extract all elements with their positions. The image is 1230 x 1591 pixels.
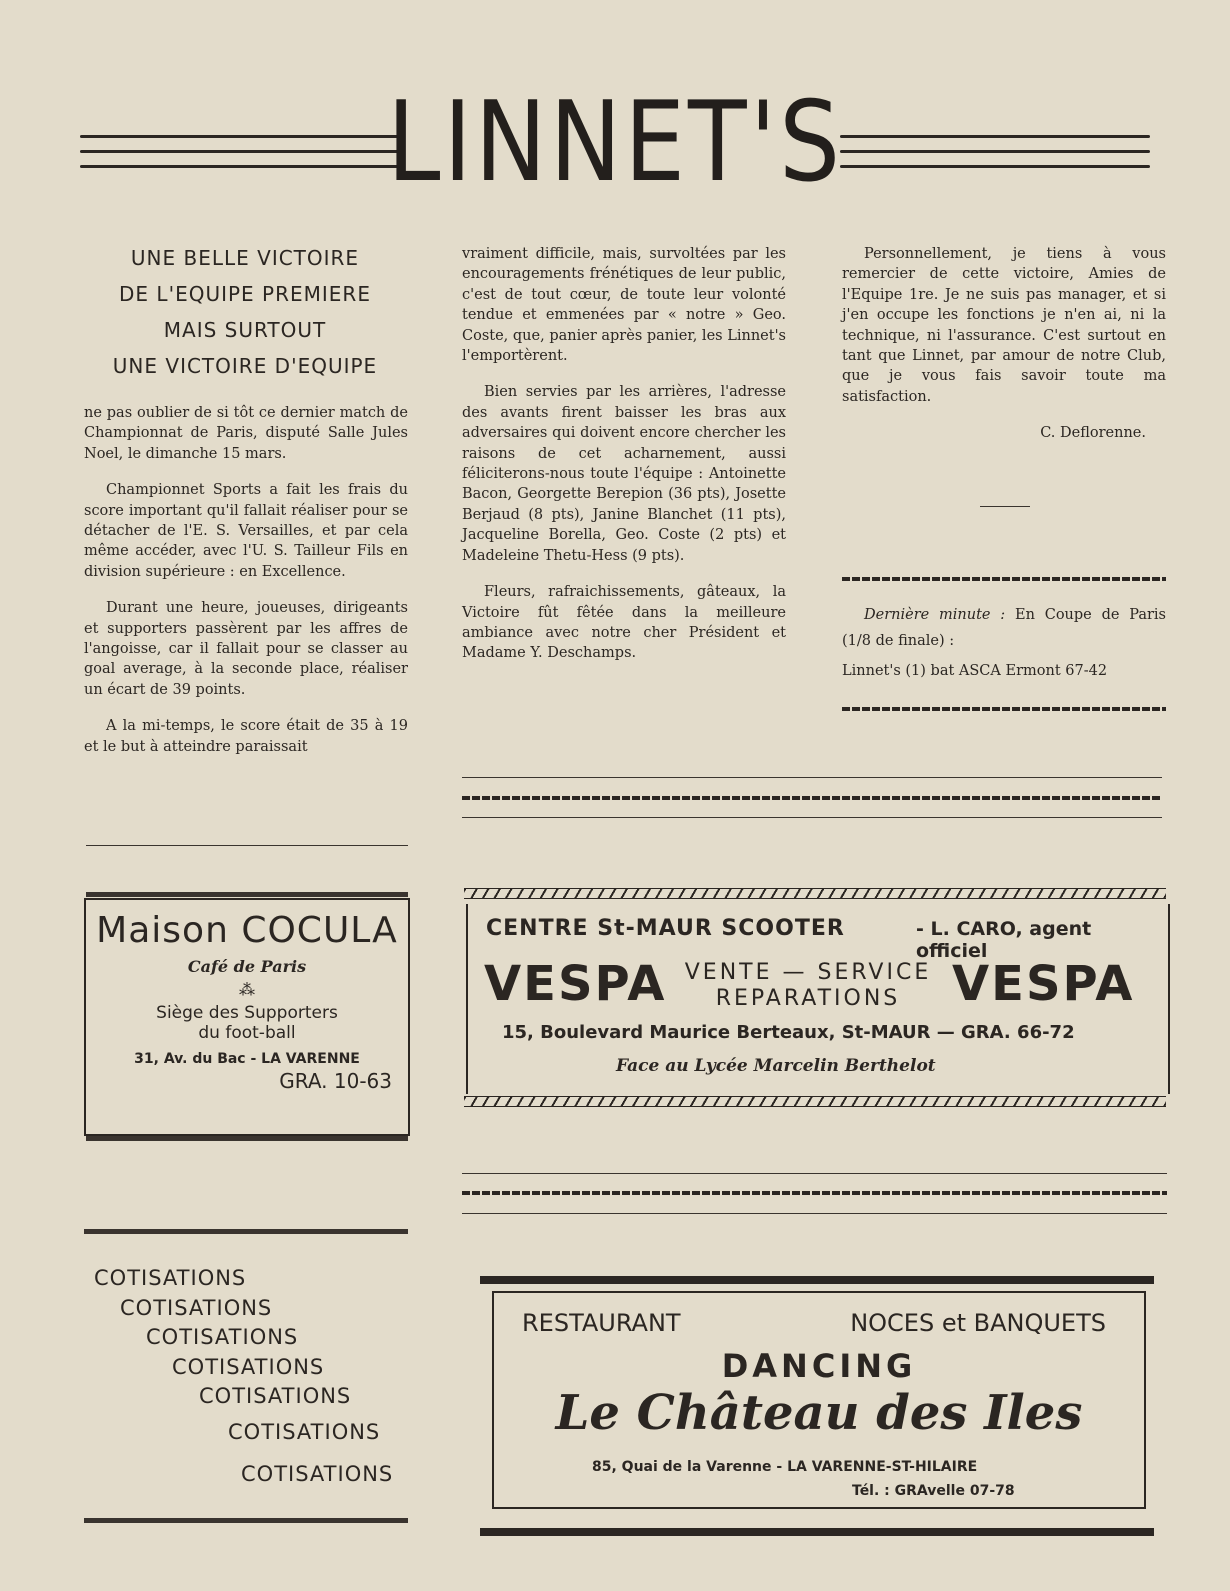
- decorative-dots-icon: ⁂: [239, 980, 255, 999]
- divider: [462, 817, 1162, 818]
- ad-top-rule: [86, 892, 408, 897]
- ad-cocula-name: Maison COCULA: [96, 910, 398, 951]
- last-minute-result: Linnet's (1) bat ASCA Ermont 67-42: [842, 663, 1108, 679]
- ad-vespa-brand-right: VESPA: [952, 956, 1135, 1012]
- last-minute-text: En Coupe de Paris (1/8 de finale) :: [842, 607, 1166, 649]
- ad-chateau-dancing: DANCING: [721, 1347, 917, 1385]
- heading-line: MAIS SURTOUT: [163, 318, 327, 342]
- article-heading: [80, 240, 410, 384]
- short-divider: [980, 506, 1030, 507]
- article-column-2: [462, 244, 786, 680]
- cotisations-bottom-rule: [84, 1518, 408, 1523]
- ad-vespa: [466, 904, 1170, 1094]
- heading-line: DE L'EQUIPE PREMIERE: [119, 282, 371, 306]
- paragraph: Championnet Sports a fait les frais du score important qu'il fallait réaliser pour se détacher de l'E. S. Versailles, et par cela même accéder, avec l'U. S. Tailleur Fils en division supérieure : en Excellence.: [84, 482, 408, 580]
- page-title: LINNET'S: [386, 77, 844, 207]
- ad-cocula: [84, 898, 410, 1136]
- ad-cocula-line1: Siège des Supporters: [156, 1003, 338, 1023]
- cotisations-line: COTISATIONS: [120, 1296, 273, 1320]
- article-column-1: [84, 403, 408, 773]
- ad-cocula-address: 31, Av. du Bac - LA VARENNE: [134, 1051, 360, 1067]
- paragraph: Personnellement, je tiens à vous remercier de cette victoire, Amies de l'Equipe 1re. Je ne suis pas manager, et si j'en occupe les fonctions je n'en ai, ni la technique, ni l'assurance. C'est surtout en tant que Linnet, par amour de notre Club, que je vous fais savoir toute ma satisfaction.: [842, 246, 1166, 405]
- ad-vespa-center-name: CENTRE St-MAUR SCOOTER: [486, 916, 845, 941]
- heading-line: UNE BELLE VICTOIRE: [130, 246, 360, 270]
- cotisations-line: COTISATIONS: [199, 1384, 352, 1408]
- paragraph: Bien servies par les arrières, l'adresse des avants firent baisser les bras aux adversaires qui doivent encore chercher les raisons de cet acharnement, aussi féliciterons-nous toute l'équipe : Antoinette Bacon, Georgette Berepion (36 pts), Josette Berjaud (8 pts), Janine Blanchet (11 pts), Jacqueline Borella, Geo. Coste (2 pts) et Madeleine Thetu-Hess (9 pts).: [462, 384, 786, 564]
- ad-vespa-bottom-border: [464, 1096, 1166, 1107]
- last-minute-label: Dernière minute :: [864, 607, 1006, 623]
- decorative-rule: [462, 796, 1162, 800]
- cotisations-line: COTISATIONS: [241, 1462, 394, 1486]
- cotisations-line: COTISATIONS: [146, 1325, 299, 1349]
- ad-vespa-services: [673, 960, 943, 1012]
- ad-cocula-phone: GRA. 10-63: [279, 1069, 392, 1093]
- divider: [86, 845, 408, 846]
- heading-line: UNE VICTOIRE D'EQUIPE: [112, 354, 378, 378]
- article-column-3: [842, 244, 1166, 444]
- paragraph: vraiment difficile, mais, survoltées par les encouragements frénétiques de leur public, c'est de tout cœur, de toute leur volonté tendue et emmenées par « notre » Geo. Coste, que, panier après panier, les Linnet's l'emportèrent.: [462, 246, 786, 365]
- cotisations-line: COTISATIONS: [228, 1420, 381, 1444]
- ad-vespa-top-border: [464, 888, 1166, 899]
- decorative-rule: [842, 577, 1166, 581]
- ad-vespa-brand-left: VESPA: [484, 956, 667, 1012]
- last-minute-box: [842, 602, 1166, 684]
- ad-vespa-services-1: VENTE — SERVICE: [684, 960, 932, 985]
- signature: C. Deflorenne.: [1040, 425, 1146, 442]
- paragraph: Durant une heure, joueuses, dirigeants et supporters passèrent par les affres de l'angoisse, car il fallait pour se classer au goal average, à la seconde place, réaliser un écart de 39 points.: [84, 600, 408, 698]
- cotisations-line: COTISATIONS: [94, 1266, 247, 1290]
- ad-cocula-line2: du foot-ball: [198, 1023, 296, 1043]
- ad-chateau-phone: Tél. : GRAvelle 07-78: [852, 1483, 1015, 1499]
- ad-bottom-rule: [86, 1136, 408, 1141]
- ad-vespa-agent: - L. CARO, agent officiel: [916, 918, 1092, 962]
- ad-chateau-restaurant: RESTAURANT: [522, 1309, 681, 1337]
- divider: [462, 1173, 1167, 1174]
- decorative-rule: [462, 1191, 1167, 1195]
- cotisations-line: COTISATIONS: [172, 1355, 325, 1379]
- cotisations-top-rule: [84, 1229, 408, 1234]
- ad-chateau-banquets: NOCES et BANQUETS: [850, 1309, 1106, 1337]
- paragraph: Fleurs, rafraichissements, gâteaux, la Victoire fût fêtée dans la meilleure ambiance avec notre cher Président et Madame Y. Deschamps.: [462, 584, 786, 662]
- ad-vespa-address: 15, Boulevard Maurice Berteaux, St-MAUR — GRA. 66-72: [502, 1022, 1075, 1043]
- ad-chateau: [492, 1291, 1146, 1509]
- divider: [462, 1213, 1167, 1214]
- decorative-rule: [842, 707, 1166, 711]
- ad-vespa-note: Face au Lycée Marcelin Berthelot: [616, 1056, 936, 1076]
- ad-chateau-name: Le Château des Iles: [555, 1385, 1083, 1441]
- ad-vespa-services-2: REPARATIONS: [715, 986, 901, 1011]
- divider: [462, 777, 1162, 778]
- ad-cocula-subtitle: Café de Paris: [187, 957, 307, 976]
- ad-chateau-address: 85, Quai de la Varenne - LA VARENNE-ST-HILAIRE: [592, 1459, 978, 1475]
- paragraph: ne pas oublier de si tôt ce dernier match de Championnat de Paris, disputé Salle Jules Noel, le dimanche 15 mars.: [84, 405, 408, 462]
- paragraph: A la mi-temps, le score était de 35 à 19 et le but à atteindre paraissait: [84, 718, 408, 755]
